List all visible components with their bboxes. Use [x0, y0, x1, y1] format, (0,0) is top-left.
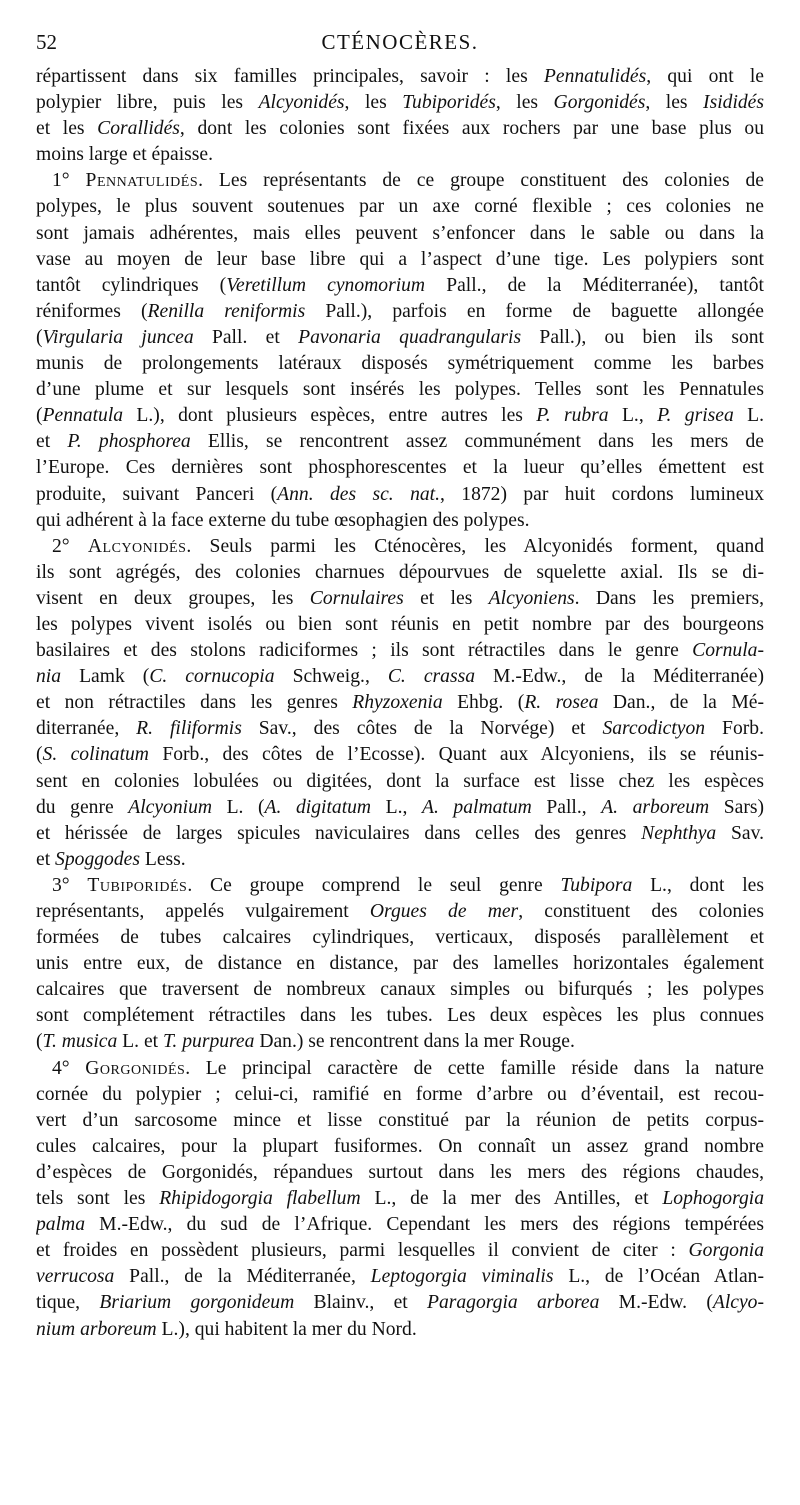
italic-text-run: Rhyzoxenia — [352, 692, 443, 714]
italic-text-run: P. grisea — [657, 405, 734, 427]
text-run: L., de l’Océan Atlan- — [553, 1266, 764, 1288]
text-line — [36, 194, 764, 220]
text-line — [36, 90, 764, 116]
italic-text-run: Briarium gorgonideum — [99, 1292, 295, 1314]
text-line — [36, 1160, 764, 1186]
text-line — [36, 977, 764, 1003]
text-line — [36, 742, 764, 768]
text-run: qui adhérent à la face externe du tube œsophagien des polypes. — [36, 509, 530, 531]
italic-text-run: Corallidés — [97, 118, 180, 140]
text-run: formées de tubes calcaires cylindriques, verticaux, disposés parallèlement et — [36, 927, 764, 949]
text-run: ( — [36, 326, 43, 348]
text-run: L. et — [117, 1031, 163, 1053]
italic-text-run: Gorgonidés — [553, 92, 646, 114]
text-line — [36, 534, 764, 560]
text-run: Pall.), parfois en forme de baguette allongée — [305, 300, 764, 322]
text-run: Pall.), ou bien ils sont — [521, 326, 764, 348]
text-run: L.), qui habitent la mer du Nord. — [156, 1318, 417, 1340]
text-run: cules calcaires, pour la plupart fusiformes. On connaît un assez grand nombre — [36, 1135, 764, 1157]
italic-text-run: Cornulaires — [309, 587, 404, 609]
text-line — [36, 690, 764, 716]
italic-text-run: C. cornucopia — [149, 666, 275, 688]
text-run: Ellis, se rencontrent assez communément dans les mers de — [190, 431, 764, 453]
italic-text-run: R. filiformis — [136, 718, 242, 740]
italic-text-run: nia — [36, 666, 62, 688]
text-run: polypes, le plus souvent soutenues par un axe corné flexible ; ces colonies ne — [36, 196, 764, 218]
text-run: Pall., de la Méditerranée, — [114, 1266, 371, 1288]
text-line — [36, 247, 764, 273]
italic-text-run: Rhipidogorgia flabellum — [159, 1188, 361, 1210]
italic-text-run: Lophogorgia — [662, 1188, 764, 1210]
text-line — [36, 560, 764, 586]
text-run: , les — [495, 92, 554, 114]
text-run: du genre — [36, 796, 129, 818]
running-title: CTÉNOCÈRES. — [321, 30, 479, 54]
text-line — [36, 664, 764, 690]
text-run: d’espèces de Gorgonidés, répandues surtout dans les mers des régions chaudes, — [36, 1161, 764, 1183]
text-line — [36, 273, 764, 299]
text-line — [36, 1134, 764, 1160]
text-line — [36, 455, 764, 481]
text-line — [36, 1056, 764, 1082]
italic-text-run: Ann. des sc. nat. — [277, 483, 441, 505]
text-line — [36, 142, 764, 168]
text-run: vert d’un sarcosome mince et lisse constitué par la réunion de petits corpus- — [36, 1109, 764, 1131]
text-run: 3° — [52, 874, 88, 896]
text-run: et les — [403, 587, 489, 609]
text-line — [36, 508, 764, 534]
text-run: diterranée, — [36, 718, 137, 740]
text-line — [36, 221, 764, 247]
text-run: , dont les colonies sont fixées aux rochers par une base plus ou — [179, 118, 764, 140]
italic-text-run: Renilla reniformis — [147, 300, 306, 322]
text-line — [36, 821, 764, 847]
text-run: l’Europe. Ces dernières sont phosphorescentes et la lueur qu’elles émettent est — [36, 457, 764, 479]
text-line — [36, 64, 764, 90]
text-run: , 1872) par huit cordons lumineux — [440, 483, 764, 505]
text-run: d’une plume et sur lesquels sont insérés les polypes. Telles sont les Pennatules — [36, 379, 764, 401]
text-line — [36, 377, 764, 403]
text-run: et froides en possèdent plusieurs, parmi lesquelles il convient de citer : — [36, 1240, 689, 1262]
italic-text-run: verrucosa — [36, 1266, 115, 1288]
text-run: polypier libre, puis les — [36, 92, 259, 114]
italic-text-run: Alcyo- — [712, 1292, 764, 1314]
italic-text-run: palma — [36, 1214, 85, 1236]
text-run: M.-Edw. ( — [599, 1292, 713, 1314]
text-run: tantôt cylindriques ( — [36, 274, 227, 296]
text-run: , qui ont le — [646, 66, 764, 87]
body-text — [36, 64, 764, 1343]
text-run: calcaires que traversent de nombreux canaux simples ou bifurqués ; les polypes — [36, 979, 764, 1001]
text-run: visent en deux groupes, les — [36, 587, 310, 609]
text-run: basilaires et des stolons radiciformes ; ils sont rétractiles dans le genre — [36, 640, 693, 662]
text-run: unis entre eux, de distance en distance, par des lamelles horizontales également — [36, 953, 764, 975]
text-line — [36, 586, 764, 612]
text-run: moins large et épaisse. — [36, 144, 214, 166]
text-run: et les — [36, 118, 98, 140]
text-run: L., — [608, 405, 658, 427]
text-run: et non rétractiles dans les genres — [36, 692, 353, 714]
text-line — [36, 116, 764, 142]
page-header — [36, 30, 764, 60]
text-line — [36, 351, 764, 377]
italic-text-run: Cornula- — [692, 640, 764, 662]
text-line — [36, 403, 764, 429]
text-run: ( — [36, 405, 43, 427]
text-run: Dan.) se rencontrent dans la mer Rouge. — [254, 1031, 575, 1053]
italic-text-run: Gorgonia — [688, 1240, 764, 1262]
text-run: sont complétement rétractiles dans les tubes. Les deux espèces les plus connues — [36, 1005, 764, 1027]
italic-text-run: nium arboreum — [36, 1318, 157, 1340]
text-run: tels sont les — [36, 1188, 160, 1210]
text-run: Lamk ( — [61, 666, 150, 688]
italic-text-run: Nephthya — [641, 822, 717, 844]
text-run: L., de la mer des Antilles, et — [360, 1188, 663, 1210]
section-heading: Alcyonidés — [87, 535, 187, 557]
text-run: . Seuls parmi les Cténocères, les Alcyonidés forment, quand — [186, 535, 764, 557]
text-line — [36, 873, 764, 899]
italic-text-run: Alcyoniens — [488, 587, 575, 609]
text-run: produite, suivant Panceri ( — [36, 483, 278, 505]
text-line — [36, 1317, 764, 1343]
text-run: Forb., des côtes de l’Ecosse). Quant aux Alcyoniens, ils se réunis- — [148, 744, 764, 766]
text-run: Ehbg. ( — [442, 692, 525, 714]
italic-text-run: Pennatulidés — [543, 66, 647, 87]
italic-text-run: Isididés — [703, 92, 764, 114]
text-run: les polypes vivent isolés ou bien sont réunis en petit nombre par des bourgeons — [36, 613, 764, 635]
section-heading: Pennatulidés — [85, 170, 199, 192]
text-run: sont jamais adhérentes, mais elles peuvent s’enfoncer dans le sable ou dans la — [36, 222, 764, 244]
text-run: M.-Edw., de la Méditerranée) — [475, 666, 764, 688]
text-line — [36, 1264, 764, 1290]
text-line — [36, 299, 764, 325]
text-run: répartissent dans six familles principales, savoir : les — [36, 66, 544, 87]
italic-text-run: Alcyonium — [128, 796, 213, 818]
text-run: et — [36, 848, 56, 870]
text-line — [36, 1082, 764, 1108]
italic-text-run: Tubipora — [560, 874, 633, 896]
text-line — [36, 951, 764, 977]
italic-text-run: R. rosea — [524, 692, 599, 714]
text-run: tique, — [36, 1292, 100, 1314]
text-run: , constituent des colonies — [518, 901, 764, 922]
text-line — [36, 769, 764, 795]
italic-text-run: C. crassa — [387, 666, 476, 688]
text-run: Sav., des côtes de la Norvége) et — [241, 718, 603, 740]
italic-text-run: Sarcodictyon — [602, 718, 706, 740]
text-run: réniformes ( — [36, 300, 148, 322]
text-run: 2° — [52, 535, 88, 557]
italic-text-run: T. purpurea — [162, 1031, 255, 1053]
text-run: L., dont les — [632, 874, 764, 896]
text-run: Pall. et — [193, 326, 299, 348]
italic-text-run: A. digitatum — [264, 796, 372, 818]
italic-text-run: Pavonaria quadrangularis — [298, 326, 522, 348]
text-line — [36, 638, 764, 664]
text-run: Sars) — [709, 796, 764, 818]
italic-text-run: Pennatula — [42, 405, 124, 427]
text-run: et hérissée de larges spicules naviculaires dans celles des genres — [36, 822, 642, 844]
italic-text-run: Spoggodes — [55, 848, 140, 870]
section-heading: Tubiporidés — [87, 874, 188, 896]
text-run: L. — [733, 405, 764, 427]
section-heading: Gorgonidés — [85, 1057, 186, 1079]
text-line — [36, 1029, 764, 1055]
italic-text-run: Virgularia juncea — [42, 326, 194, 348]
text-run: Sav. — [716, 822, 764, 844]
text-run: 1° — [52, 170, 86, 192]
text-run: . Le principal caractère de cette famille réside dans la nature — [185, 1057, 764, 1079]
text-line — [36, 429, 764, 455]
italic-text-run: Paragorgia arborea — [426, 1292, 600, 1314]
text-line — [36, 325, 764, 351]
text-line — [36, 1212, 764, 1238]
text-line — [36, 847, 764, 873]
text-run: Less. — [139, 848, 186, 870]
italic-text-run: Leptogorgia viminalis — [370, 1266, 554, 1288]
text-run: . Dans les premiers, — [574, 587, 764, 609]
italic-text-run: A. palmatum — [421, 796, 532, 818]
text-run: ( — [36, 744, 43, 766]
italic-text-run: A. arboreum — [601, 796, 710, 818]
text-run: 4° — [52, 1057, 86, 1079]
text-run: M.-Edw., du sud de l’Afrique. Cependant les mers des régions tempérées — [84, 1214, 764, 1236]
text-run: , les — [645, 92, 704, 114]
text-run: Schweig., — [274, 666, 388, 688]
text-line — [36, 1003, 764, 1029]
text-line — [36, 716, 764, 742]
text-run: munis de prolongements latéraux disposés symétriquement comme les barbes — [36, 353, 764, 375]
text-run: Blainv., et — [294, 1292, 427, 1314]
text-run: . Les représentants de ce groupe constituent des colonies de — [198, 170, 764, 192]
text-line — [36, 1108, 764, 1134]
text-line — [36, 925, 764, 951]
italic-text-run: Alcyonidés — [258, 92, 345, 114]
text-line — [36, 612, 764, 638]
text-line — [36, 795, 764, 821]
text-run: ( — [36, 1031, 43, 1053]
text-run: . Ce groupe comprend le seul genre — [187, 874, 561, 896]
italic-text-run: P. phosphorea — [67, 431, 191, 453]
text-line — [36, 1186, 764, 1212]
italic-text-run: P. rubra — [536, 405, 609, 427]
text-run: cornée du polypier ; celui-ci, ramifié en forme d’arbre ou d’éventail, est recou- — [36, 1083, 764, 1105]
text-run: Pall., — [531, 796, 602, 818]
text-line — [36, 168, 764, 194]
text-line — [36, 899, 764, 925]
text-run: Forb. — [705, 718, 764, 740]
text-run: représentants, appelés vulgairement — [36, 901, 370, 922]
italic-text-run: Veretillum cynomorium — [226, 274, 426, 296]
text-run: et — [36, 431, 68, 453]
text-run: Dan., de la Mé- — [598, 692, 764, 714]
text-line — [36, 482, 764, 508]
text-run: Pall., de la Méditerranée), tantôt — [425, 274, 764, 296]
text-run: L. ( — [212, 796, 265, 818]
text-run: ils sont agrégés, des colonies charnues dépourvues de squelette axial. Ils se di- — [36, 561, 764, 583]
text-run: L., — [371, 796, 422, 818]
italic-text-run: T. musica — [42, 1031, 118, 1053]
italic-text-run: Tubiporidés — [402, 92, 496, 114]
text-run: sent en colonies lobulées ou digitées, dont la surface est lisse chez les espèces — [36, 770, 764, 792]
text-line — [36, 1290, 764, 1316]
italic-text-run: Orgues de mer — [369, 901, 519, 922]
text-run: vase au moyen de leur base libre qui a l’aspect d’une tige. Les polypiers sont — [36, 248, 764, 270]
page-number: 52 — [36, 30, 57, 54]
text-line — [36, 1238, 764, 1264]
text-run: , les — [344, 92, 403, 114]
italic-text-run: S. colinatum — [42, 744, 149, 766]
text-run: L.), dont plusieurs espèces, entre autres les — [123, 405, 537, 427]
